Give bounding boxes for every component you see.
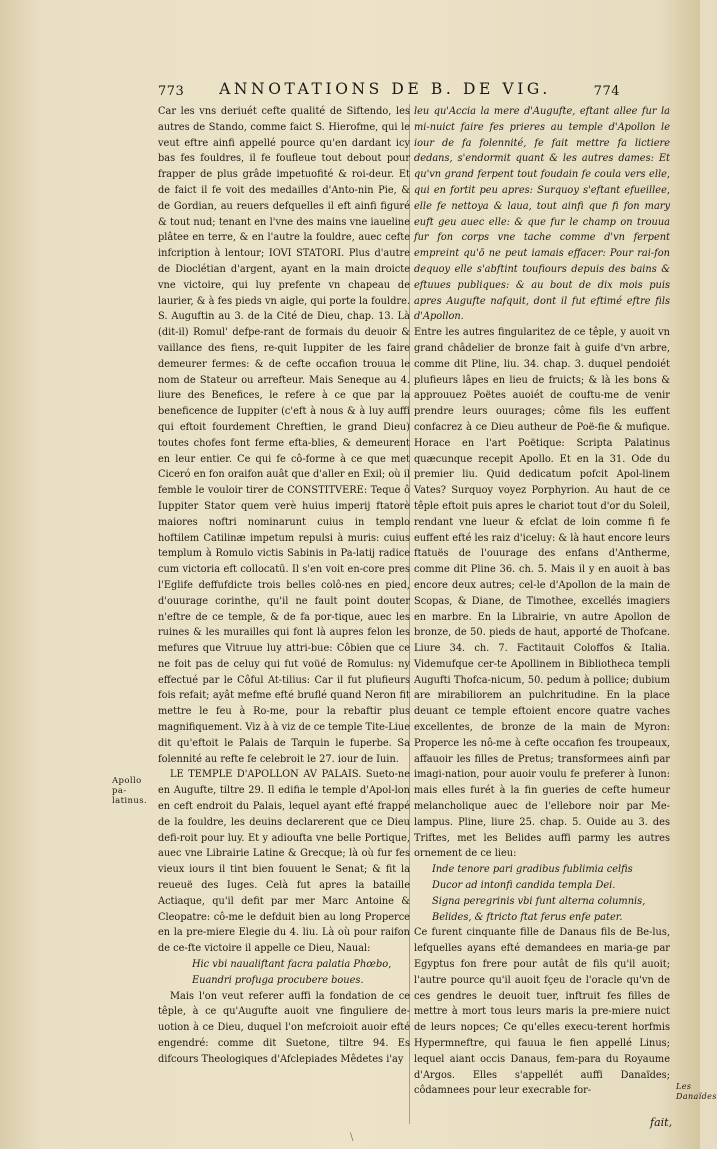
right-verse-3: Signa peregrinis vbi funt alterna columnis, (432, 895, 646, 907)
left-column (158, 104, 410, 1068)
right-verse-1: Inde tenore pari gradibus fublimia celfis (432, 864, 633, 876)
right-paragraph-3: Ce furent cinquante fille de Danaus fils de Be-lus, lefquelles ayans efté demandees en maria-ge par Egyptus fon frere pour autât de fils qu'il auoit; l'autre pource qu'il auoit fçeu de l'oracle qu'vn de ces gendres le deuoit tuer, inftruit fes filles de mettre à mort tous leurs maris la pre-miere nuict de leurs nopces; Ce qu'elles execu-terent horfmis Hypermneftre, qui fauua le fien appellé Linus; lequel aiant occis Danaus, fem-para du Royaume d'Argos. Elles s'appellét auffi Danaïdes; côdamnees pour leur execrable for- (414, 927, 670, 1097)
page-number-left: 773 (158, 84, 185, 99)
page-number-right: 774 (593, 84, 620, 99)
left-paragraph-2: LE TEMPLE D'APOLLON AV PALAIS. Sueto-ne en Augufte, tiltre 29. Il edifia le temple d'Apol-lon en ceft endroit du Palais, lequel ayant efté frappé de la fouldre, les deuins declarerent que ce Dieu defi-roit pour luy. Et y adioufta vne belle Portique, auec vne Librairie Latine & Grecque; là où fur fes vieux iours il tint bien fouuent le Senat; & fit la reueuë des Iuges. Celà fut apres la bataille Actiaque, qu'il defit par mer Marc Antoine & Cleopatre: cô-me le defduit bien au long Properce en la pre-miere Elegie du 4. liu. Là où pour raifon de ce-fte victoire il appelle ce Dieu, Naual: (158, 769, 410, 955)
margin-note-left: Apollo pa-latinus. (112, 776, 148, 806)
left-paragraph-1: Car les vns deriuét cefte qualité de Siftendo, les autres de Stando, comme faict S. Hierofme, qui le veut eftre ainfi appellé pource qu'en dardant icy bas fes fouldres, il fe foufleue tout debout pour frapper de plus grâde impetuofité & roi-deur. Et de faict il fe voit des medailles d'Anto-nin Pie, & de Gordian, au reuers defquelles il eft ainfi figuré & tout nud; tenant en l'vne des mains vne iaueline plâtee en terre, & en l'autre la fouldre, auec cefte infcription à lentour; IOVI STATORI. Plus d'autre de Dioclétian d'argent, ayant en la main droicte vne victoire, qui luy prefente vn chapeau de laurier, & à fes pieds vn aigle, qui porte la fouldre. S. Auguftin au 3. de la Cité de Dieu, chap. 13. Là (dit-il) Romul' defpe-rant de formais du deuoir & vaillance des fiens, re-quit Iuppiter de les faire demeurer fermes: & de cefte occafion trouua le nom de Stateur ou arrefteur. Mais Seneque au 4. liure des Benefices, le refere à ce que par la beneficence de Iuppiter (c'eft à nous & à luy auffi qui eftoit fourdement Chreftien, le grand Dieu) toutes chofes font ferme efta-blies, & demeurent en leur entier. Ce qui fe cô-forme à ce que met Ciceró en fon oraifon auât que d'aller en Exil; où il femble le vouloir tirer de CONSTITVERE: Teque ô Iuppiter Stator quem verè huius imperij ftatorè maiores noftri nominarunt cuius in templo hoftilem Catilinæ impetum repulsi à muris: cuius templum à Romulo victis Sabinis in Pa-latij radice cum victoria eft collocatū. Il s'en voit en-core pres l'Eglife deffufdicte trois belles colô-nes en pied, d'ouurage corinthe, qu'il ne fault point douter n'eftre de ce temple, & de fa por-tique, auec les ruines & les murailles qui font là aupres felon les mefures que Vitruue luy attri-bue: Côbien que ce ne foit pas de celuy qui fut voüé de Romulus: ny effectué par le Côful At-tilius: Car il fut plufieurs fois refait; ayât mefme efté bruflé quand Neron fit mettre le feu à Ro-me, pour la rebaftir plus magnifiquement. Viz à à viz de ce temple Tite-Liue dit qu'eftoit le Palais de Tarquin le fuperbe. Sa folennité au refte fe celebroit le 27. iour de Iuin. (158, 106, 410, 765)
running-header (150, 80, 620, 104)
right-verse-4: Belides, & ftricto ftat ferus enfe pater. (432, 911, 623, 923)
right-column (414, 104, 670, 1099)
left-paragraph-3: Mais l'on veut referer auffi la fondation de ce têple, à ce qu'Augufte auoit vne finguliere de-uotion à ce Dieu, duquel l'on mefcroioit auoir efté engendré: comme dit Suetone, tiltre 94. Es difcours Theologiques d'Afclepiades Mêdetes i'ay (158, 990, 410, 1065)
catchword: fait, (650, 1116, 673, 1129)
left-verse-2: Euandri profuga procubere boues. (192, 974, 364, 986)
right-verse-2: Ducor ad intonfi candida templa Dei. (432, 880, 616, 892)
bottom-mark: \ (350, 1132, 354, 1143)
running-title: ANNOTATIONS DE B. DE VIG. (219, 80, 551, 98)
left-verse-1: Hic vbi naualiftant facra palatia Phœbo, (192, 959, 392, 971)
margin-note-right: Les Danaïdes (676, 1082, 717, 1101)
right-paragraph-1: leu qu'Accia la mere d'Augufte, eftant allee fur la mi-nuict faire fes prieres au temple d'Apollon le iour de fa folennité, fe fait mettre fa lictiere dedans, s'endormit quant & les autres dames: Et qu'vn grand ferpent tout foudain fe coula vers elle, qui en fortit peu apres: Surquoy s'eftant efueillee, elle fe nettoya & laua, tout ainfi que fi fon mary euft geu auec elle: & que fur le champ on trouua fur fon corps vne tache comme d'vn ferpent empreint qu'ō ne peut iamais effacer: Pour rai-fon dequoy elle s'abftint toufiours depuis des bains & eftuues publiques: & au bout de dix mois puis apres Augufte nafquit, dont il fut eftimé eftre fils d'Apollon. (414, 106, 670, 323)
right-paragraph-2: Entre les autres fingularitez de ce têple, y auoit vn grand châdelier de bronze fait à guife d'vn arbre, comme dit Pline, liu. 34. chap. 3. duquel pendoiét plufieurs lâpes en lieu de fruicts; & là les bons & approuuez Poëtes auoiét de couftu-me de venir prendre leurs ouurages; côme fils les euffent confacrez à ce Dieu autheur de Poë-fie & mufique. Horace en l'art Poëtique: Scripta Palatinus quæcunque recepit Apollo. Et en la 31. Ode du premier liu. Quid dedicatum pofcit Apol-linem Vates? Surquoy voyez Porphyrion. Au haut de ce têple eftoit puis apres le chariot tout d'or du Soleil, rendant vne lueur & efclat de loin comme fi fe euffent efté les raiz d'iceluy: & là haut encore leurs ftatuës de l'ouurage des enfans d'Antherme, comme dit Pline 36. ch. 5. Mais il y en auoit à bas encore deux autres; cel-le d'Apollon de la main de Scopas, & Diane, de Timothee, excellés imagiers en marbre. En la Librairie, vn autre Apollon de bronze, de 50. pieds de haut, apporté de Thofcane. Liure 34. ch. 7. Factitauit Coloffos & Italia. Videmufque cer-te Apollinem in Bibliotheca templi Augufti Thofca-nicum, 50. pedum à pollice; dubium are mirabiliorem an pulchritudine. En la place deuant ce temple eftoient encore quatre vaches excellentes, de bronze de la main de Myron: Properce les nô-me à cefte occafion fes troupeaux, affauoir les filles de Pretus; transformees ainfi par imagi-nation, pour auoir voulu fe preferer à Iunon: mais elles furét à la fin gueries de cefte humeur melancholique auec de l'ellebore noir par Me-lampus. Pline, liure 25. chap. 5. Ouide au 3. des Triftes, met les Belides auffi parmy les autres ornement de ce lieu: (414, 327, 670, 860)
